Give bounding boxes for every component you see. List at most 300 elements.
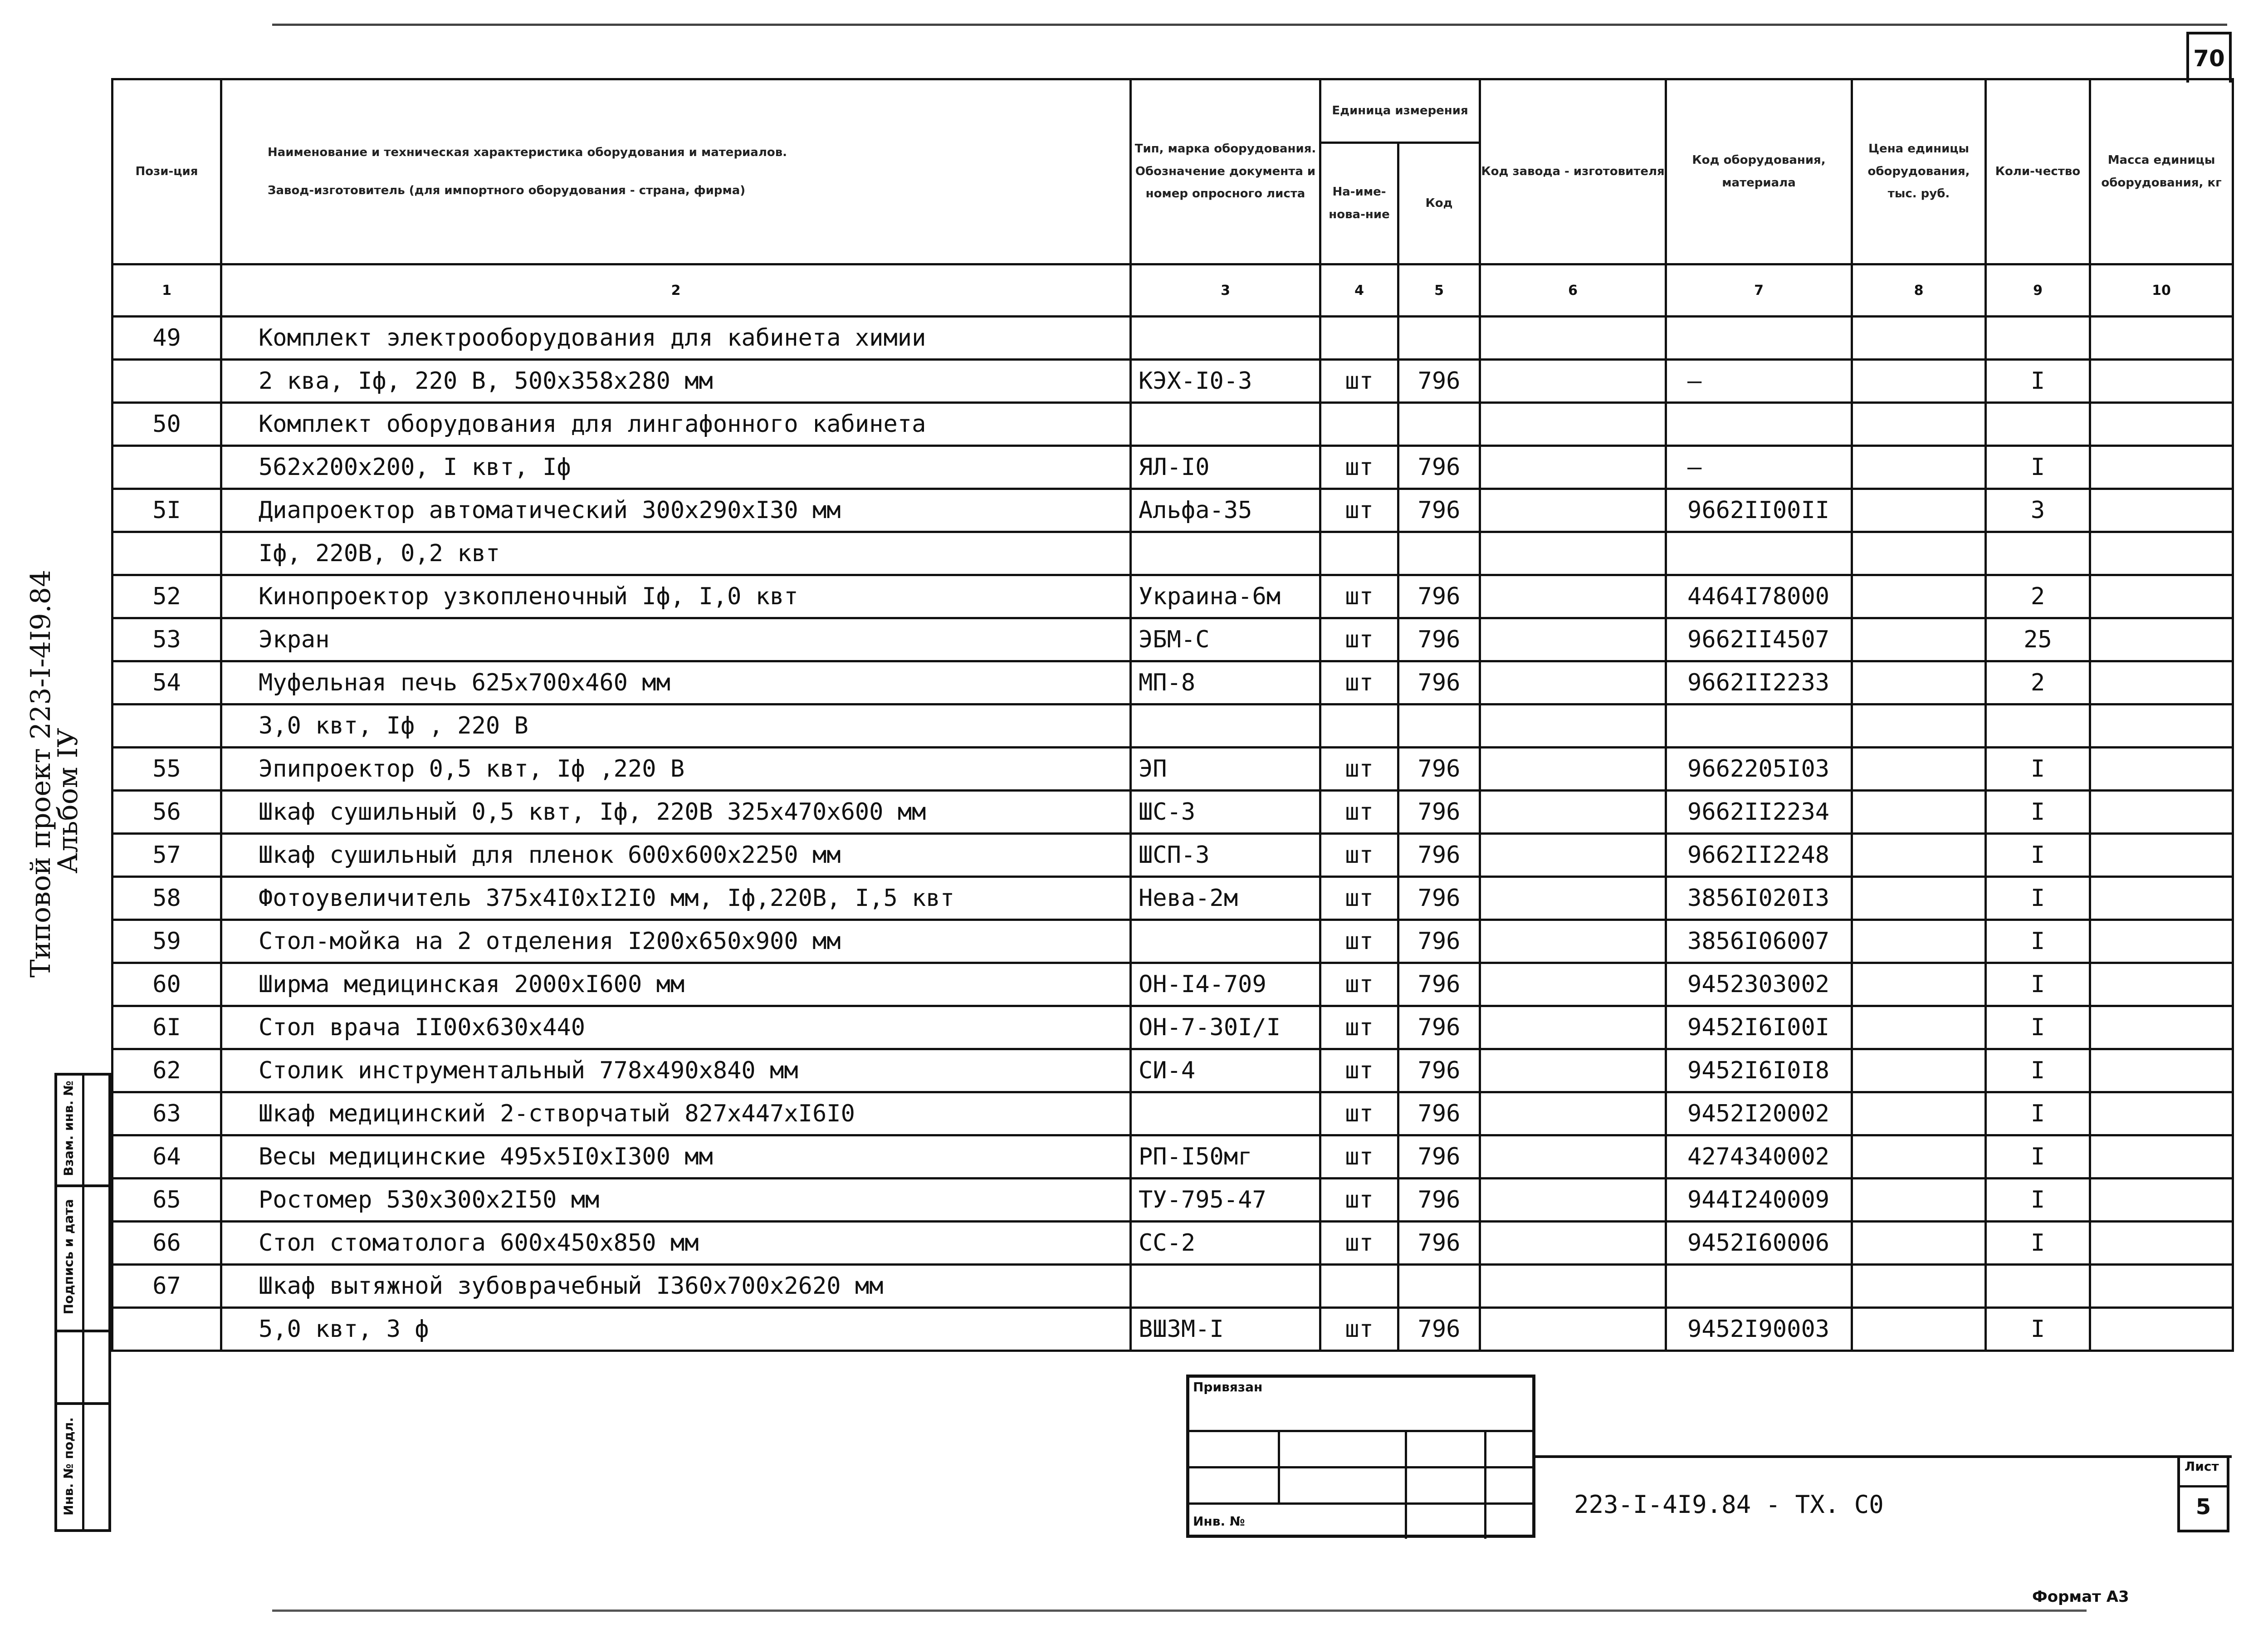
row-name: Кинопроектор узкопленочный Iф, I,0 квт bbox=[221, 575, 1131, 618]
row-quantity: I bbox=[1986, 791, 2090, 834]
row-quantity bbox=[1986, 532, 2090, 575]
table-row bbox=[112, 575, 2233, 618]
row-plant-code bbox=[1480, 489, 1666, 532]
row-plant-code bbox=[1480, 920, 1666, 963]
row-price bbox=[1852, 661, 1986, 704]
row-equipment-code: 9662II2233 bbox=[1666, 661, 1852, 704]
row-plant-code bbox=[1480, 360, 1666, 403]
row-mass bbox=[2090, 317, 2233, 360]
row-mass bbox=[2090, 1135, 2233, 1179]
row-price bbox=[1852, 704, 1986, 748]
project-label: Типовой проект 223-I-4I9.84 bbox=[25, 569, 57, 978]
row-equipment-code: 9662II2234 bbox=[1666, 791, 1852, 834]
table-row bbox=[112, 1179, 2233, 1222]
row-equipment-code: 3856I020I3 bbox=[1666, 877, 1852, 920]
row-position bbox=[112, 360, 221, 403]
table-row bbox=[112, 1092, 2233, 1135]
row-unit: шт bbox=[1320, 1222, 1398, 1265]
row-type: ТУ-795-47 bbox=[1131, 1179, 1320, 1222]
row-quantity: I bbox=[1986, 1135, 2090, 1179]
row-position: 54 bbox=[112, 661, 221, 704]
row-quantity: I bbox=[1986, 920, 2090, 963]
row-unit-code: 796 bbox=[1398, 834, 1480, 877]
row-mass bbox=[2090, 532, 2233, 575]
page-number: 70 bbox=[2186, 32, 2232, 83]
row-plant-code bbox=[1480, 661, 1666, 704]
row-unit-code: 796 bbox=[1398, 1092, 1480, 1135]
row-quantity: I bbox=[1986, 1308, 2090, 1351]
row-quantity: 2 bbox=[1986, 575, 2090, 618]
table-row bbox=[112, 920, 2233, 963]
header-qty: Коли-чество bbox=[1986, 79, 2090, 264]
row-type: Альфа-35 bbox=[1131, 489, 1320, 532]
row-type bbox=[1131, 704, 1320, 748]
row-plant-code bbox=[1480, 877, 1666, 920]
column-number-row bbox=[112, 264, 2233, 317]
table-row bbox=[112, 489, 2233, 532]
row-unit-code: 796 bbox=[1398, 1222, 1480, 1265]
header-equip-code: Код оборудования, материала bbox=[1666, 79, 1852, 264]
row-type bbox=[1131, 317, 1320, 360]
sheet-top-border bbox=[272, 24, 2227, 26]
table-row bbox=[112, 360, 2233, 403]
row-quantity bbox=[1986, 317, 2090, 360]
row-name: Весы медицинские 495х5I0хI300 мм bbox=[221, 1135, 1131, 1179]
row-unit bbox=[1320, 1265, 1398, 1308]
row-price bbox=[1852, 1135, 1986, 1179]
row-mass bbox=[2090, 618, 2233, 661]
row-equipment-code: 9452I6I0I8 bbox=[1666, 1049, 1852, 1092]
header-unit-group: Единица измерения bbox=[1320, 79, 1480, 143]
table-row bbox=[112, 1308, 2233, 1351]
row-unit-code bbox=[1398, 704, 1480, 748]
header-name bbox=[221, 79, 1131, 264]
row-name: Фотоувеличитель 375х4I0хI2I0 мм, Iф,220В, I,5 квт bbox=[221, 877, 1131, 920]
stamp-field-original-inv: Инв. № подл. bbox=[61, 1417, 76, 1516]
inv-label: Инв. № bbox=[1193, 1514, 1245, 1529]
row-type: ШСП-3 bbox=[1131, 834, 1320, 877]
row-equipment-code: 3856I06007 bbox=[1666, 920, 1852, 963]
sheet-number: 5 bbox=[2195, 1494, 2211, 1520]
row-name: Шкаф сушильный 0,5 квт, Iф, 220В 325х470х600 мм bbox=[221, 791, 1131, 834]
row-name: Ростомер 530х300х2I50 мм bbox=[221, 1179, 1131, 1222]
row-quantity: I bbox=[1986, 1092, 2090, 1135]
row-mass bbox=[2090, 920, 2233, 963]
row-mass bbox=[2090, 1265, 2233, 1308]
row-mass bbox=[2090, 1308, 2233, 1351]
row-type: СС-2 bbox=[1131, 1222, 1320, 1265]
table-row bbox=[112, 791, 2233, 834]
row-name: Эпипроектор 0,5 квт, Iф ,220 В bbox=[221, 748, 1131, 791]
header-plant-code: Код завода - изготовителя bbox=[1480, 79, 1666, 264]
row-name: 5,0 квт, 3 ф bbox=[221, 1308, 1131, 1351]
row-equipment-code: 4274340002 bbox=[1666, 1135, 1852, 1179]
row-equipment-code: 9452I6I00I bbox=[1666, 1006, 1852, 1049]
header-type: Тип, марка оборудования. Обозначение документа и номер опросного листа bbox=[1131, 79, 1320, 264]
row-plant-code bbox=[1480, 575, 1666, 618]
equipment-spec-table bbox=[111, 78, 2234, 1352]
row-price bbox=[1852, 446, 1986, 489]
row-position: 64 bbox=[112, 1135, 221, 1179]
row-equipment-code: 944I240009 bbox=[1666, 1179, 1852, 1222]
row-type: ЭП bbox=[1131, 748, 1320, 791]
row-equipment-code bbox=[1666, 403, 1852, 446]
row-price bbox=[1852, 1265, 1986, 1308]
row-equipment-code: 4464I78000 bbox=[1666, 575, 1852, 618]
row-mass bbox=[2090, 1179, 2233, 1222]
row-mass bbox=[2090, 1222, 2233, 1265]
row-plant-code bbox=[1480, 1006, 1666, 1049]
row-unit-code: 796 bbox=[1398, 791, 1480, 834]
row-price bbox=[1852, 1308, 1986, 1351]
row-position bbox=[112, 446, 221, 489]
row-unit-code: 796 bbox=[1398, 1006, 1480, 1049]
row-name: Стол-мойка на 2 отделения I200х650х900 мм bbox=[221, 920, 1131, 963]
row-position: 49 bbox=[112, 317, 221, 360]
row-price bbox=[1852, 1006, 1986, 1049]
row-plant-code bbox=[1480, 618, 1666, 661]
row-name: Комплект оборудования для лингафонного кабинета bbox=[221, 403, 1131, 446]
column-number: 5 bbox=[1398, 264, 1480, 317]
row-price bbox=[1852, 1092, 1986, 1135]
row-name: Стол стоматолога 600х450х850 мм bbox=[221, 1222, 1131, 1265]
row-price bbox=[1852, 360, 1986, 403]
row-quantity: I bbox=[1986, 748, 2090, 791]
row-plant-code bbox=[1480, 1092, 1666, 1135]
row-mass bbox=[2090, 791, 2233, 834]
row-unit: шт bbox=[1320, 360, 1398, 403]
row-position: 5I bbox=[112, 489, 221, 532]
album-label: Альбом IУ bbox=[52, 728, 84, 874]
row-plant-code bbox=[1480, 317, 1666, 360]
sheet-bottom-border bbox=[272, 1610, 2087, 1612]
row-equipment-code: 9662II4507 bbox=[1666, 618, 1852, 661]
header-mass: Масса единицы оборудования, кг bbox=[2090, 79, 2233, 264]
row-quantity bbox=[1986, 704, 2090, 748]
row-name: Ширма медицинская 2000хI600 мм bbox=[221, 963, 1131, 1006]
row-plant-code bbox=[1480, 1222, 1666, 1265]
row-price bbox=[1852, 618, 1986, 661]
row-name: Шкаф сушильный для пленок 600х600х2250 мм bbox=[221, 834, 1131, 877]
row-type bbox=[1131, 1092, 1320, 1135]
row-unit-code: 796 bbox=[1398, 1179, 1480, 1222]
row-mass bbox=[2090, 834, 2233, 877]
row-unit: шт bbox=[1320, 748, 1398, 791]
header-name-line2: Завод-изготовитель (для импортного оборудования - страна, фирма) bbox=[268, 183, 746, 197]
stamp-field-signature-date: Подпись и дата bbox=[61, 1199, 76, 1315]
row-name: 2 ква, Iф, 220 В, 500х358х280 мм bbox=[221, 360, 1131, 403]
row-unit-code: 796 bbox=[1398, 963, 1480, 1006]
title-block bbox=[1186, 1375, 1535, 1538]
row-mass bbox=[2090, 877, 2233, 920]
row-price bbox=[1852, 1222, 1986, 1265]
row-plant-code bbox=[1480, 834, 1666, 877]
row-type: ЭБМ-С bbox=[1131, 618, 1320, 661]
row-mass bbox=[2090, 748, 2233, 791]
table-row bbox=[112, 1265, 2233, 1308]
row-quantity: I bbox=[1986, 834, 2090, 877]
row-unit: шт bbox=[1320, 791, 1398, 834]
row-equipment-code: 9662205I03 bbox=[1666, 748, 1852, 791]
row-name: Шкаф вытяжной зубоврачебный I360х700х2620 мм bbox=[221, 1265, 1131, 1308]
row-unit bbox=[1320, 704, 1398, 748]
header-name-line1: Наименование и техническая характеристика оборудования и материалов. bbox=[268, 146, 787, 160]
row-price bbox=[1852, 877, 1986, 920]
row-mass bbox=[2090, 403, 2233, 446]
row-plant-code bbox=[1480, 1135, 1666, 1179]
row-price bbox=[1852, 532, 1986, 575]
row-type: МП-8 bbox=[1131, 661, 1320, 704]
row-name: Iф, 220В, 0,2 квт bbox=[221, 532, 1131, 575]
row-equipment-code: 9452I20002 bbox=[1666, 1092, 1852, 1135]
row-unit: шт bbox=[1320, 1006, 1398, 1049]
row-price bbox=[1852, 963, 1986, 1006]
row-unit: шт bbox=[1320, 489, 1398, 532]
table-row bbox=[112, 1049, 2233, 1092]
sheet-label: Лист bbox=[2185, 1459, 2219, 1474]
row-unit-code bbox=[1398, 403, 1480, 446]
row-position: 53 bbox=[112, 618, 221, 661]
approval-stamp bbox=[54, 1073, 111, 1532]
format-label: Формат А3 bbox=[2032, 1588, 2129, 1606]
row-type: ОН-7-30I/I bbox=[1131, 1006, 1320, 1049]
table-row bbox=[112, 661, 2233, 704]
row-plant-code bbox=[1480, 446, 1666, 489]
row-type bbox=[1131, 532, 1320, 575]
row-unit: шт bbox=[1320, 1308, 1398, 1351]
row-position: 62 bbox=[112, 1049, 221, 1092]
row-mass bbox=[2090, 1049, 2233, 1092]
row-plant-code bbox=[1480, 532, 1666, 575]
row-type: Нева-2м bbox=[1131, 877, 1320, 920]
table-row bbox=[112, 317, 2233, 360]
row-name: Шкаф медицинский 2-створчатый 827х447хI6I0 bbox=[221, 1092, 1131, 1135]
stamp-field-replaced-inv: Взам. инв. № bbox=[61, 1081, 76, 1176]
row-unit: шт bbox=[1320, 618, 1398, 661]
row-position: 59 bbox=[112, 920, 221, 963]
column-number: 3 bbox=[1131, 264, 1320, 317]
row-type: РП-I50мг bbox=[1131, 1135, 1320, 1179]
row-mass bbox=[2090, 661, 2233, 704]
row-unit: шт bbox=[1320, 1049, 1398, 1092]
row-unit: шт bbox=[1320, 1092, 1398, 1135]
row-name: 562х200х200, I квт, Iф bbox=[221, 446, 1131, 489]
row-unit-code: 796 bbox=[1398, 618, 1480, 661]
row-equipment-code bbox=[1666, 1265, 1852, 1308]
row-mass bbox=[2090, 489, 2233, 532]
row-quantity: I bbox=[1986, 1006, 2090, 1049]
table-row bbox=[112, 1222, 2233, 1265]
table-row bbox=[112, 748, 2233, 791]
table-row bbox=[112, 618, 2233, 661]
row-name: Столик инструментальный 778х490х840 мм bbox=[221, 1049, 1131, 1092]
row-unit bbox=[1320, 403, 1398, 446]
row-price bbox=[1852, 920, 1986, 963]
row-mass bbox=[2090, 704, 2233, 748]
row-equipment-code: 9452I60006 bbox=[1666, 1222, 1852, 1265]
row-quantity: I bbox=[1986, 1222, 2090, 1265]
row-position: 57 bbox=[112, 834, 221, 877]
row-equipment-code bbox=[1666, 704, 1852, 748]
row-position: 66 bbox=[112, 1222, 221, 1265]
header-price: Цена единицы оборудования, тыс. руб. bbox=[1852, 79, 1986, 264]
row-unit-code: 796 bbox=[1398, 1049, 1480, 1092]
row-position bbox=[112, 532, 221, 575]
table-row bbox=[112, 704, 2233, 748]
row-quantity: I bbox=[1986, 360, 2090, 403]
row-position: 6I bbox=[112, 1006, 221, 1049]
row-plant-code bbox=[1480, 1308, 1666, 1351]
row-mass bbox=[2090, 575, 2233, 618]
row-type: Украина-6м bbox=[1131, 575, 1320, 618]
bound-label: Привязан bbox=[1193, 1380, 1263, 1394]
row-price bbox=[1852, 748, 1986, 791]
row-unit-code: 796 bbox=[1398, 360, 1480, 403]
row-mass bbox=[2090, 446, 2233, 489]
table-row bbox=[112, 1135, 2233, 1179]
row-unit: шт bbox=[1320, 661, 1398, 704]
row-unit-code: 796 bbox=[1398, 877, 1480, 920]
row-plant-code bbox=[1480, 791, 1666, 834]
row-unit: шт bbox=[1320, 1135, 1398, 1179]
row-type: ВШЗМ-I bbox=[1131, 1308, 1320, 1351]
column-number: 4 bbox=[1320, 264, 1398, 317]
row-equipment-code: – bbox=[1666, 446, 1852, 489]
row-equipment-code: – bbox=[1666, 360, 1852, 403]
row-unit: шт bbox=[1320, 920, 1398, 963]
header-unit-name: На-име-нова-ние bbox=[1320, 143, 1398, 264]
row-unit: шт bbox=[1320, 1179, 1398, 1222]
row-price bbox=[1852, 1179, 1986, 1222]
row-unit-code: 796 bbox=[1398, 748, 1480, 791]
row-unit: шт bbox=[1320, 446, 1398, 489]
row-plant-code bbox=[1480, 1265, 1666, 1308]
column-number: 7 bbox=[1666, 264, 1852, 317]
row-position: 56 bbox=[112, 791, 221, 834]
row-quantity: I bbox=[1986, 1049, 2090, 1092]
row-plant-code bbox=[1480, 403, 1666, 446]
row-quantity: I bbox=[1986, 963, 2090, 1006]
row-position: 67 bbox=[112, 1265, 221, 1308]
row-price bbox=[1852, 403, 1986, 446]
row-price bbox=[1852, 834, 1986, 877]
table-row bbox=[112, 446, 2233, 489]
table-row bbox=[112, 834, 2233, 877]
row-unit-code: 796 bbox=[1398, 1135, 1480, 1179]
row-position bbox=[112, 1308, 221, 1351]
header-position: Пози-ция bbox=[112, 79, 221, 264]
row-quantity bbox=[1986, 403, 2090, 446]
header-unit-code: Код bbox=[1398, 143, 1480, 264]
row-plant-code bbox=[1480, 704, 1666, 748]
bottom-separator bbox=[1535, 1455, 2232, 1458]
row-mass bbox=[2090, 1092, 2233, 1135]
row-type bbox=[1131, 403, 1320, 446]
row-equipment-code bbox=[1666, 317, 1852, 360]
row-unit: шт bbox=[1320, 834, 1398, 877]
row-position: 50 bbox=[112, 403, 221, 446]
column-number: 2 bbox=[221, 264, 1131, 317]
document-code: 223-I-4I9.84 - ТХ. С0 bbox=[1574, 1490, 1884, 1519]
row-unit-code: 796 bbox=[1398, 575, 1480, 618]
row-position bbox=[112, 704, 221, 748]
table-row bbox=[112, 403, 2233, 446]
row-type bbox=[1131, 920, 1320, 963]
row-quantity: I bbox=[1986, 446, 2090, 489]
row-equipment-code bbox=[1666, 532, 1852, 575]
row-price bbox=[1852, 1049, 1986, 1092]
column-number: 8 bbox=[1852, 264, 1986, 317]
table-row bbox=[112, 532, 2233, 575]
row-equipment-code: 9452I90003 bbox=[1666, 1308, 1852, 1351]
row-mass bbox=[2090, 360, 2233, 403]
row-unit: шт bbox=[1320, 575, 1398, 618]
row-plant-code bbox=[1480, 748, 1666, 791]
row-position: 52 bbox=[112, 575, 221, 618]
row-name: Стол врача II00х630х440 bbox=[221, 1006, 1131, 1049]
row-unit-code: 796 bbox=[1398, 661, 1480, 704]
row-type: ШС-3 bbox=[1131, 791, 1320, 834]
row-plant-code bbox=[1480, 1179, 1666, 1222]
row-unit-code bbox=[1398, 1265, 1480, 1308]
row-equipment-code: 9452303002 bbox=[1666, 963, 1852, 1006]
row-quantity: I bbox=[1986, 877, 2090, 920]
column-number: 6 bbox=[1480, 264, 1666, 317]
row-unit-code: 796 bbox=[1398, 1308, 1480, 1351]
row-plant-code bbox=[1480, 1049, 1666, 1092]
column-number: 9 bbox=[1986, 264, 2090, 317]
row-name: Комплект электрооборудования для кабинета химии bbox=[221, 317, 1131, 360]
row-mass bbox=[2090, 963, 2233, 1006]
row-position: 60 bbox=[112, 963, 221, 1006]
row-position: 55 bbox=[112, 748, 221, 791]
row-type: ОН-I4-709 bbox=[1131, 963, 1320, 1006]
row-unit: шт bbox=[1320, 963, 1398, 1006]
row-type: КЭХ-I0-3 bbox=[1131, 360, 1320, 403]
table-row bbox=[112, 877, 2233, 920]
column-number: 1 bbox=[112, 264, 221, 317]
row-unit bbox=[1320, 317, 1398, 360]
row-price bbox=[1852, 489, 1986, 532]
row-unit-code: 796 bbox=[1398, 920, 1480, 963]
row-unit-code bbox=[1398, 317, 1480, 360]
row-equipment-code: 9662II2248 bbox=[1666, 834, 1852, 877]
row-quantity: 3 bbox=[1986, 489, 2090, 532]
row-unit-code: 796 bbox=[1398, 489, 1480, 532]
row-unit: шт bbox=[1320, 877, 1398, 920]
row-price bbox=[1852, 791, 1986, 834]
row-type: ЯЛ-I0 bbox=[1131, 446, 1320, 489]
table-row bbox=[112, 1006, 2233, 1049]
sheet-box bbox=[2177, 1455, 2229, 1532]
row-quantity: 25 bbox=[1986, 618, 2090, 661]
row-name: 3,0 квт, Iф , 220 В bbox=[221, 704, 1131, 748]
row-plant-code bbox=[1480, 963, 1666, 1006]
row-mass bbox=[2090, 1006, 2233, 1049]
row-type: СИ-4 bbox=[1131, 1049, 1320, 1092]
table-row bbox=[112, 963, 2233, 1006]
row-equipment-code: 9662II00II bbox=[1666, 489, 1852, 532]
row-quantity: 2 bbox=[1986, 661, 2090, 704]
row-name: Экран bbox=[221, 618, 1131, 661]
row-price bbox=[1852, 575, 1986, 618]
row-type bbox=[1131, 1265, 1320, 1308]
row-unit-code bbox=[1398, 532, 1480, 575]
row-quantity: I bbox=[1986, 1179, 2090, 1222]
row-name: Диапроектор автоматический 300х290хI30 мм bbox=[221, 489, 1131, 532]
column-number: 10 bbox=[2090, 264, 2233, 317]
row-position: 65 bbox=[112, 1179, 221, 1222]
